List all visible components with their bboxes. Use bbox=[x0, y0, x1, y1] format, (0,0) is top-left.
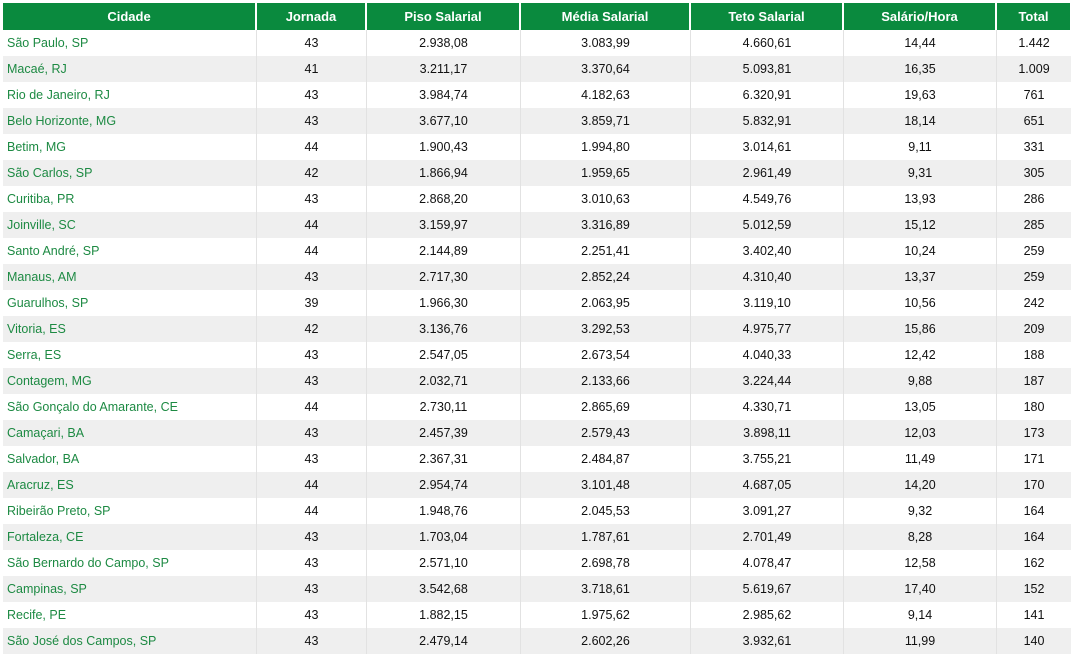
cell-total: 170 bbox=[996, 472, 1071, 498]
table-row bbox=[3, 420, 1071, 446]
cell-total: 305 bbox=[996, 160, 1071, 186]
cell-teto-salarial: 6.320,91 bbox=[690, 82, 843, 108]
cell-media-salarial: 3.292,53 bbox=[520, 316, 690, 342]
cell-teto-salarial: 3.091,27 bbox=[690, 498, 843, 524]
table-row bbox=[3, 290, 1071, 316]
cell-piso-salarial: 3.677,10 bbox=[366, 108, 520, 134]
cell-media-salarial: 1.994,80 bbox=[520, 134, 690, 160]
cell-media-salarial: 2.133,66 bbox=[520, 368, 690, 394]
city-link[interactable]: Rio de Janeiro, RJ bbox=[3, 82, 256, 108]
table-row bbox=[3, 108, 1071, 134]
cell-media-salarial: 1.787,61 bbox=[520, 524, 690, 550]
cell-total: 761 bbox=[996, 82, 1071, 108]
city-link[interactable]: Serra, ES bbox=[3, 342, 256, 368]
cell-salario-hora: 13,05 bbox=[843, 394, 996, 420]
column-header-piso-salarial[interactable]: Piso Salarial bbox=[366, 3, 520, 30]
table-row bbox=[3, 394, 1071, 420]
cell-teto-salarial: 4.687,05 bbox=[690, 472, 843, 498]
cell-jornada: 43 bbox=[256, 82, 366, 108]
cell-piso-salarial: 2.938,08 bbox=[366, 30, 520, 56]
cell-salario-hora: 14,44 bbox=[843, 30, 996, 56]
cell-media-salarial: 2.045,53 bbox=[520, 498, 690, 524]
cell-teto-salarial: 3.898,11 bbox=[690, 420, 843, 446]
cell-teto-salarial: 4.549,76 bbox=[690, 186, 843, 212]
cell-jornada: 43 bbox=[256, 524, 366, 550]
cell-piso-salarial: 2.954,74 bbox=[366, 472, 520, 498]
table-row bbox=[3, 524, 1071, 550]
cell-salario-hora: 11,49 bbox=[843, 446, 996, 472]
cell-media-salarial: 1.975,62 bbox=[520, 602, 690, 628]
table-row bbox=[3, 238, 1071, 264]
cell-teto-salarial: 3.755,21 bbox=[690, 446, 843, 472]
cell-jornada: 44 bbox=[256, 238, 366, 264]
cell-teto-salarial: 4.310,40 bbox=[690, 264, 843, 290]
cell-piso-salarial: 3.984,74 bbox=[366, 82, 520, 108]
cell-total: 141 bbox=[996, 602, 1071, 628]
city-link[interactable]: Salvador, BA bbox=[3, 446, 256, 472]
cell-jornada: 43 bbox=[256, 628, 366, 654]
cell-salario-hora: 14,20 bbox=[843, 472, 996, 498]
cell-salario-hora: 11,99 bbox=[843, 628, 996, 654]
cell-total: 259 bbox=[996, 264, 1071, 290]
cell-total: 188 bbox=[996, 342, 1071, 368]
cell-piso-salarial: 1.900,43 bbox=[366, 134, 520, 160]
cell-teto-salarial: 5.832,91 bbox=[690, 108, 843, 134]
cell-salario-hora: 17,40 bbox=[843, 576, 996, 602]
cell-salario-hora: 15,12 bbox=[843, 212, 996, 238]
header-row bbox=[3, 3, 1071, 30]
table-row bbox=[3, 264, 1071, 290]
column-header-teto-salarial[interactable]: Teto Salarial bbox=[690, 3, 843, 30]
cell-media-salarial: 2.579,43 bbox=[520, 420, 690, 446]
table-row bbox=[3, 56, 1071, 82]
cell-jornada: 44 bbox=[256, 394, 366, 420]
column-header-cidade[interactable]: Cidade bbox=[3, 3, 256, 30]
cell-piso-salarial: 2.868,20 bbox=[366, 186, 520, 212]
cell-salario-hora: 13,37 bbox=[843, 264, 996, 290]
cell-salario-hora: 12,42 bbox=[843, 342, 996, 368]
cell-total: 164 bbox=[996, 524, 1071, 550]
cell-piso-salarial: 1.866,94 bbox=[366, 160, 520, 186]
cell-piso-salarial: 3.542,68 bbox=[366, 576, 520, 602]
cell-jornada: 43 bbox=[256, 30, 366, 56]
cell-jornada: 44 bbox=[256, 134, 366, 160]
column-header-media-salarial[interactable]: Média Salarial bbox=[520, 3, 690, 30]
cell-piso-salarial: 2.730,11 bbox=[366, 394, 520, 420]
cell-salario-hora: 9,32 bbox=[843, 498, 996, 524]
table-row bbox=[3, 186, 1071, 212]
cell-total: 209 bbox=[996, 316, 1071, 342]
cell-total: 164 bbox=[996, 498, 1071, 524]
cell-piso-salarial: 2.457,39 bbox=[366, 420, 520, 446]
city-link[interactable]: Fortaleza, CE bbox=[3, 524, 256, 550]
city-link[interactable]: São Bernardo do Campo, SP bbox=[3, 550, 256, 576]
table-row bbox=[3, 342, 1071, 368]
cell-piso-salarial: 2.144,89 bbox=[366, 238, 520, 264]
table-row bbox=[3, 160, 1071, 186]
cell-media-salarial: 3.718,61 bbox=[520, 576, 690, 602]
table-row bbox=[3, 576, 1071, 602]
cell-jornada: 43 bbox=[256, 576, 366, 602]
cell-jornada: 43 bbox=[256, 550, 366, 576]
cell-piso-salarial: 3.211,17 bbox=[366, 56, 520, 82]
cell-total: 140 bbox=[996, 628, 1071, 654]
city-link[interactable]: Guarulhos, SP bbox=[3, 290, 256, 316]
cell-total: 187 bbox=[996, 368, 1071, 394]
cell-teto-salarial: 4.975,77 bbox=[690, 316, 843, 342]
cell-salario-hora: 15,86 bbox=[843, 316, 996, 342]
cell-teto-salarial: 5.012,59 bbox=[690, 212, 843, 238]
column-header-jornada[interactable]: Jornada bbox=[256, 3, 366, 30]
table-row bbox=[3, 446, 1071, 472]
cell-jornada: 44 bbox=[256, 498, 366, 524]
cell-media-salarial: 1.959,65 bbox=[520, 160, 690, 186]
cell-media-salarial: 2.698,78 bbox=[520, 550, 690, 576]
cell-salario-hora: 19,63 bbox=[843, 82, 996, 108]
cell-teto-salarial: 2.985,62 bbox=[690, 602, 843, 628]
city-link[interactable]: Campinas, SP bbox=[3, 576, 256, 602]
cell-salario-hora: 10,56 bbox=[843, 290, 996, 316]
cell-total: 331 bbox=[996, 134, 1071, 160]
cell-salario-hora: 18,14 bbox=[843, 108, 996, 134]
cell-piso-salarial: 2.479,14 bbox=[366, 628, 520, 654]
table-row bbox=[3, 602, 1071, 628]
cell-salario-hora: 16,35 bbox=[843, 56, 996, 82]
cell-total: 1.442 bbox=[996, 30, 1071, 56]
cell-media-salarial: 2.865,69 bbox=[520, 394, 690, 420]
cell-teto-salarial: 5.093,81 bbox=[690, 56, 843, 82]
cell-total: 259 bbox=[996, 238, 1071, 264]
cell-jornada: 44 bbox=[256, 212, 366, 238]
cell-teto-salarial: 5.619,67 bbox=[690, 576, 843, 602]
salary-table-container bbox=[3, 3, 1071, 654]
table-row bbox=[3, 30, 1071, 56]
table-row bbox=[3, 368, 1071, 394]
column-header-total[interactable]: Total bbox=[996, 3, 1071, 30]
city-link[interactable]: Aracruz, ES bbox=[3, 472, 256, 498]
city-link[interactable]: São Paulo, SP bbox=[3, 30, 256, 56]
cell-salario-hora: 8,28 bbox=[843, 524, 996, 550]
cell-media-salarial: 2.251,41 bbox=[520, 238, 690, 264]
cell-media-salarial: 2.673,54 bbox=[520, 342, 690, 368]
cell-teto-salarial: 3.014,61 bbox=[690, 134, 843, 160]
cell-salario-hora: 10,24 bbox=[843, 238, 996, 264]
cell-teto-salarial: 3.932,61 bbox=[690, 628, 843, 654]
cell-piso-salarial: 1.948,76 bbox=[366, 498, 520, 524]
cell-piso-salarial: 3.159,97 bbox=[366, 212, 520, 238]
cell-jornada: 43 bbox=[256, 342, 366, 368]
cell-salario-hora: 9,14 bbox=[843, 602, 996, 628]
cell-piso-salarial: 2.032,71 bbox=[366, 368, 520, 394]
city-link[interactable]: Betim, MG bbox=[3, 134, 256, 160]
cell-teto-salarial: 3.224,44 bbox=[690, 368, 843, 394]
cell-media-salarial: 2.602,26 bbox=[520, 628, 690, 654]
table-row bbox=[3, 212, 1071, 238]
cell-jornada: 42 bbox=[256, 316, 366, 342]
cell-teto-salarial: 2.961,49 bbox=[690, 160, 843, 186]
cell-teto-salarial: 3.402,40 bbox=[690, 238, 843, 264]
city-link[interactable]: Camaçari, BA bbox=[3, 420, 256, 446]
city-link[interactable]: São Carlos, SP bbox=[3, 160, 256, 186]
cell-jornada: 43 bbox=[256, 186, 366, 212]
cell-piso-salarial: 2.367,31 bbox=[366, 446, 520, 472]
cell-teto-salarial: 3.119,10 bbox=[690, 290, 843, 316]
cell-teto-salarial: 4.330,71 bbox=[690, 394, 843, 420]
city-link[interactable]: Belo Horizonte, MG bbox=[3, 108, 256, 134]
table-row bbox=[3, 82, 1071, 108]
city-link[interactable]: Contagem, MG bbox=[3, 368, 256, 394]
cell-media-salarial: 3.101,48 bbox=[520, 472, 690, 498]
city-link[interactable]: São José dos Campos, SP bbox=[3, 628, 256, 654]
table-row bbox=[3, 550, 1071, 576]
city-link[interactable]: Ribeirão Preto, SP bbox=[3, 498, 256, 524]
city-link[interactable]: Recife, PE bbox=[3, 602, 256, 628]
cell-salario-hora: 13,93 bbox=[843, 186, 996, 212]
cell-salario-hora: 12,03 bbox=[843, 420, 996, 446]
city-link[interactable]: Curitiba, PR bbox=[3, 186, 256, 212]
cell-jornada: 41 bbox=[256, 56, 366, 82]
cell-jornada: 39 bbox=[256, 290, 366, 316]
cell-salario-hora: 9,88 bbox=[843, 368, 996, 394]
cell-jornada: 43 bbox=[256, 108, 366, 134]
cell-salario-hora: 12,58 bbox=[843, 550, 996, 576]
cell-media-salarial: 3.859,71 bbox=[520, 108, 690, 134]
cell-teto-salarial: 4.078,47 bbox=[690, 550, 843, 576]
cell-piso-salarial: 1.966,30 bbox=[366, 290, 520, 316]
cell-total: 180 bbox=[996, 394, 1071, 420]
cell-total: 1.009 bbox=[996, 56, 1071, 82]
city-link[interactable]: Joinville, SC bbox=[3, 212, 256, 238]
cell-media-salarial: 3.370,64 bbox=[520, 56, 690, 82]
cell-total: 242 bbox=[996, 290, 1071, 316]
cell-teto-salarial: 4.660,61 bbox=[690, 30, 843, 56]
cell-jornada: 42 bbox=[256, 160, 366, 186]
cell-media-salarial: 3.083,99 bbox=[520, 30, 690, 56]
cell-jornada: 44 bbox=[256, 472, 366, 498]
cell-total: 651 bbox=[996, 108, 1071, 134]
cell-jornada: 43 bbox=[256, 264, 366, 290]
table-row bbox=[3, 628, 1071, 654]
cell-total: 162 bbox=[996, 550, 1071, 576]
salary-table bbox=[3, 3, 1071, 654]
city-link[interactable]: São Gonçalo do Amarante, CE bbox=[3, 394, 256, 420]
cell-media-salarial: 4.182,63 bbox=[520, 82, 690, 108]
city-link[interactable]: Macaé, RJ bbox=[3, 56, 256, 82]
cell-total: 152 bbox=[996, 576, 1071, 602]
column-header-salario-hora[interactable]: Salário/Hora bbox=[843, 3, 996, 30]
cell-piso-salarial: 2.717,30 bbox=[366, 264, 520, 290]
cell-media-salarial: 2.063,95 bbox=[520, 290, 690, 316]
table-row bbox=[3, 316, 1071, 342]
cell-salario-hora: 9,11 bbox=[843, 134, 996, 160]
cell-salario-hora: 9,31 bbox=[843, 160, 996, 186]
table-row bbox=[3, 498, 1071, 524]
city-link[interactable]: Santo André, SP bbox=[3, 238, 256, 264]
cell-total: 285 bbox=[996, 212, 1071, 238]
cell-media-salarial: 2.484,87 bbox=[520, 446, 690, 472]
cell-media-salarial: 3.316,89 bbox=[520, 212, 690, 238]
cell-piso-salarial: 1.703,04 bbox=[366, 524, 520, 550]
table-body bbox=[3, 30, 1071, 654]
cell-total: 286 bbox=[996, 186, 1071, 212]
cell-piso-salarial: 2.571,10 bbox=[366, 550, 520, 576]
city-link[interactable]: Vitoria, ES bbox=[3, 316, 256, 342]
cell-media-salarial: 3.010,63 bbox=[520, 186, 690, 212]
cell-jornada: 43 bbox=[256, 420, 366, 446]
cell-jornada: 43 bbox=[256, 602, 366, 628]
table-row bbox=[3, 134, 1071, 160]
cell-media-salarial: 2.852,24 bbox=[520, 264, 690, 290]
city-link[interactable]: Manaus, AM bbox=[3, 264, 256, 290]
cell-piso-salarial: 3.136,76 bbox=[366, 316, 520, 342]
cell-piso-salarial: 2.547,05 bbox=[366, 342, 520, 368]
cell-total: 171 bbox=[996, 446, 1071, 472]
table-header bbox=[3, 3, 1071, 30]
cell-piso-salarial: 1.882,15 bbox=[366, 602, 520, 628]
cell-jornada: 43 bbox=[256, 368, 366, 394]
cell-teto-salarial: 4.040,33 bbox=[690, 342, 843, 368]
table-row bbox=[3, 472, 1071, 498]
cell-jornada: 43 bbox=[256, 446, 366, 472]
cell-total: 173 bbox=[996, 420, 1071, 446]
cell-teto-salarial: 2.701,49 bbox=[690, 524, 843, 550]
